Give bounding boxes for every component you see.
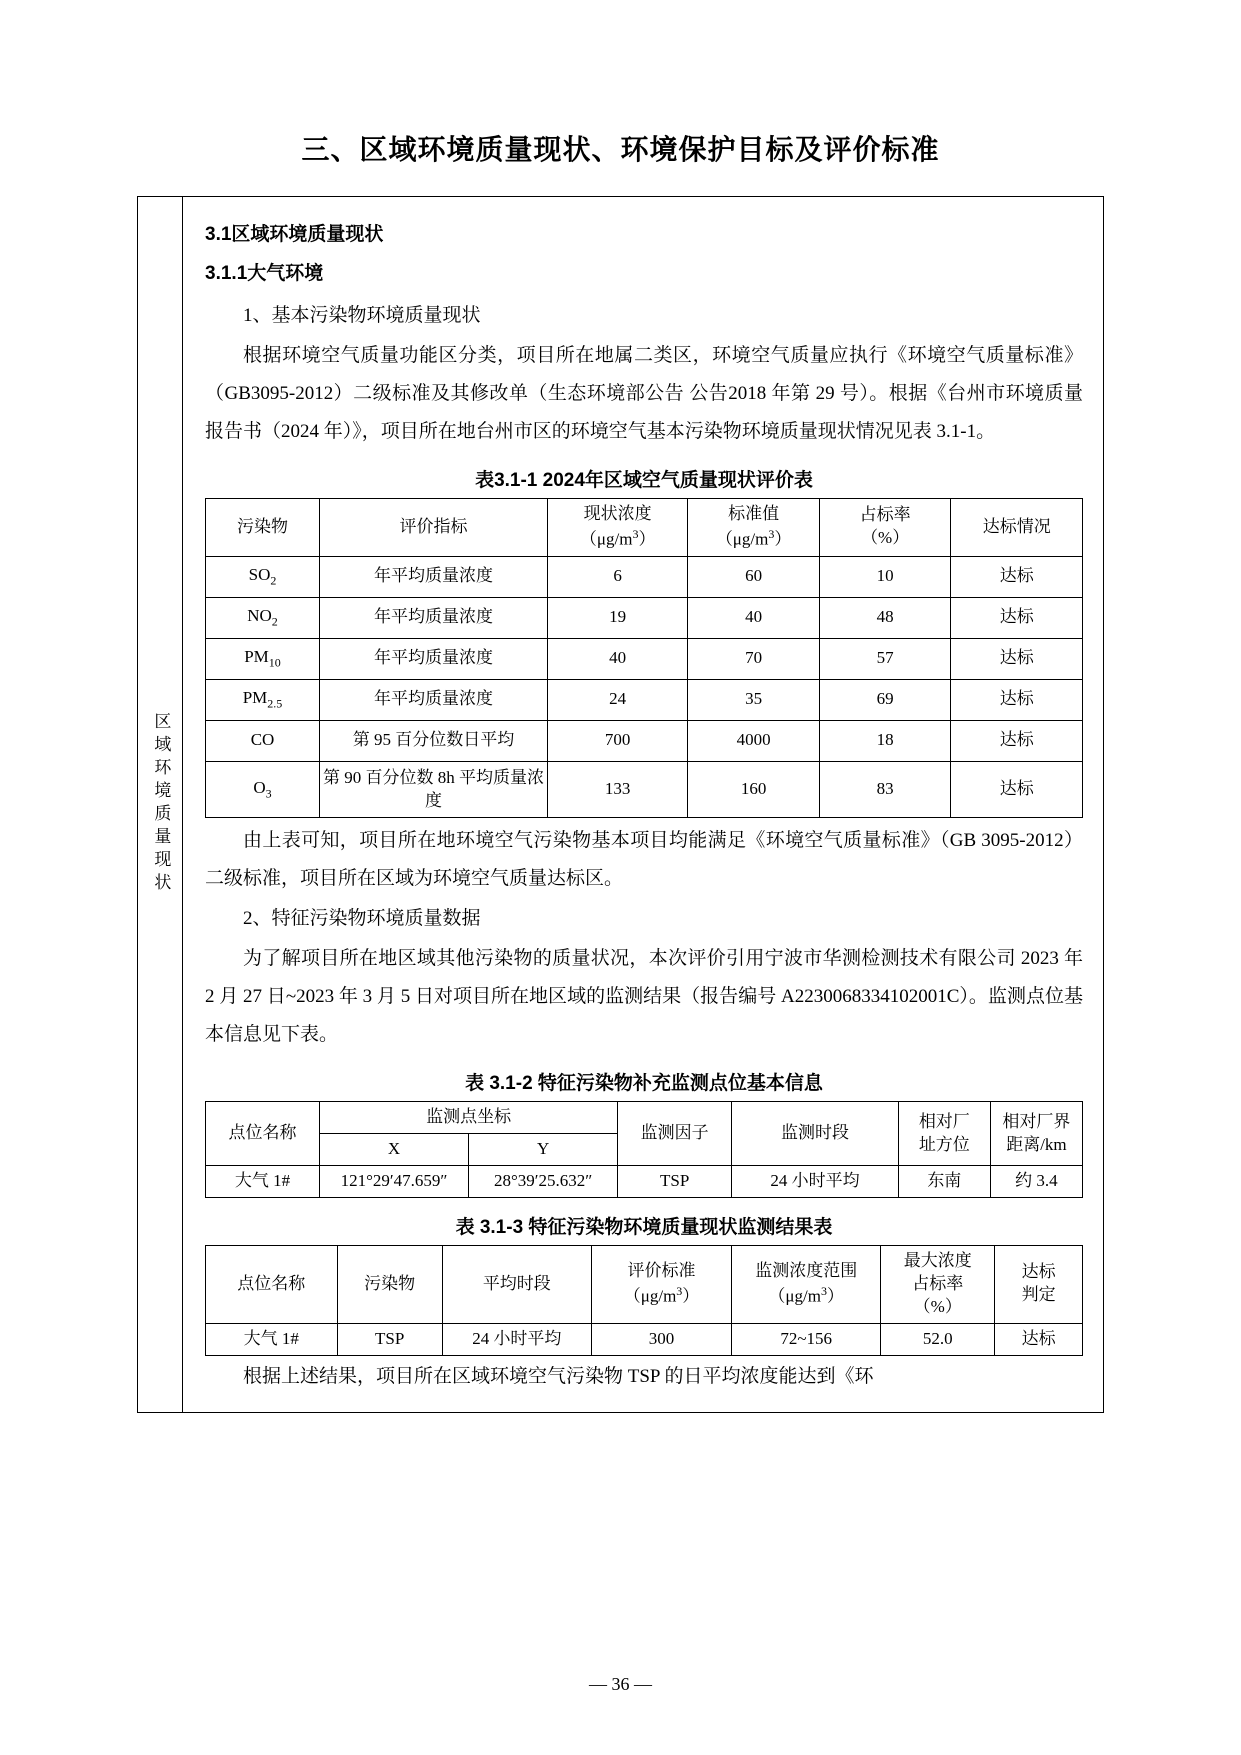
cell-indicator: 年平均质量浓度 [320,679,548,720]
cell-ratio: 83 [819,761,951,818]
table-row [206,1323,1083,1355]
th-judgement: 达标 判定 [995,1245,1083,1323]
cell-indicator: 年平均质量浓度 [320,597,548,638]
table-3-caption: 表 3.1-3 特征污染物环境质量现状监测结果表 [455,1216,833,1238]
cell-pollutant: CO [206,720,320,761]
table-row [206,638,1083,679]
table-row [206,679,1083,720]
paragraph-5: 为了解项目所在地区域其他污染物的质量状况，本次评价引用宁波市华测检测技术有限公司 2023 年 2 月 27 日~2023 年 3 月 5 日对项目所在地区域的监测结果（报告编号 A2230068334102001C）。监测点位基本信息见下表。 [205,948,1083,1046]
th-conc-range: 监测浓度范围 $(\mu g/m^3)$ [732,1245,881,1323]
cell-compliance: 达标 [951,556,1083,597]
table-row [206,761,1083,818]
table-row [206,720,1083,761]
cell-point-name: 大气 1# [206,1166,320,1198]
cell-indicator: 第 95 百分位数日平均 [320,720,548,761]
table-header-row [206,1245,1083,1323]
th-coords: 监测点坐标 [320,1102,618,1134]
page-number: — 36 — [589,1674,652,1694]
cell-compliance: 达标 [951,720,1083,761]
paragraph-2: 根据环境空气质量功能区分类，项目所在地属二类区，环境空气质量应执行《环境空气质量标准》（GB3095-2012）二级标准及其修改单（生态环境部公告 公告2018 年第 29 号）。根据《台州市环境质量报告书（2024 年）》，项目所在地台州市区的环境空气基本污染物环境质量现状情况见表 3.1-1。 [205,345,1083,442]
cell-y: 28°39′25.632″ [469,1166,618,1198]
cell-indicator: 年平均质量浓度 [320,556,548,597]
cell-pollutant: $O_3$ [206,761,320,818]
cell-pollutant: $PM_{10}$ [206,638,320,679]
section-side-label [138,197,183,1412]
cell-standard: 40 [688,597,820,638]
th-factor: 监测因子 [618,1102,732,1166]
cell-compliance: 达标 [951,597,1083,638]
th-period: 监测时段 [732,1102,899,1166]
cell-judgement: 达标 [995,1323,1083,1355]
cell-x: 121°29′47.659″ [320,1166,469,1198]
cell-pollutant: $PM_{2.5}$ [206,679,320,720]
cell-standard: 160 [688,761,820,818]
content-frame [137,196,1104,1413]
cell-indicator: 第 90 百分位数 8h 平均质量浓度 [320,761,548,818]
cell-avg-period: 24 小时平均 [442,1323,591,1355]
cell-compliance: 达标 [951,761,1083,818]
th-pollutant: 污染物 [337,1245,442,1323]
cell-point-name: 大气 1# [206,1323,338,1355]
heading-3-1: 3.1区域环境质量现状 [205,224,384,245]
th-pollutant: 污染物 [206,499,320,557]
th-point-name: 点位名称 [206,1245,338,1323]
paragraph-4: 2、特征污染物环境质量数据 [243,908,481,930]
th-avg-period: 平均时段 [442,1245,591,1323]
paragraph-6: 根据上述结果，项目所在区域环境空气污染物 TSP 的日平均浓度能达到《环 [243,1365,874,1387]
cell-pollutant: $NO_2$ [206,597,320,638]
table-header-row [206,1102,1083,1134]
table-monitoring-points [205,1101,1083,1198]
paragraph-1: 1、基本污染物环境质量现状 [243,305,481,326]
cell-ratio: 48 [819,597,951,638]
th-compliance: 达标情况 [951,499,1083,557]
cell-standard: 4000 [688,720,820,761]
th-eval-standard: 评价标准 $(\mu g/m^3)$ [591,1245,731,1323]
paragraph-3: 由上表可知，项目所在地环境空气污染物基本项目均能满足《环境空气质量标准》（GB 3095-2012）二级标准，项目所在区域为环境空气质量达标区。 [205,830,1083,890]
th-ratio: 占标率 （%） [819,499,951,557]
cell-standard: 60 [688,556,820,597]
heading-3-1-1: 3.1.1大气环境 [205,263,324,284]
th-current-conc: 现状浓度 $(\mu g/m^3)$ [548,499,688,557]
th-x: X [320,1134,469,1166]
cell-max-ratio: 52.0 [881,1323,995,1355]
cell-compliance: 达标 [951,638,1083,679]
page-title: 三、区域环境质量现状、环境保护目标及评价标准 [301,134,940,165]
table-row [206,1166,1083,1198]
table-row [206,556,1083,597]
cell-current: 6 [548,556,688,597]
th-max-ratio: 最大浓度 占标率 （%） [881,1245,995,1323]
th-y: Y [469,1134,618,1166]
cell-indicator: 年平均质量浓度 [320,638,548,679]
table-row [206,597,1083,638]
th-standard-value: 标准值 $(\mu g/m^3)$ [688,499,820,557]
cell-direction: 东南 [898,1166,990,1198]
th-distance: 相对厂界 距离/km [990,1102,1082,1166]
cell-distance: 约 3.4 [990,1166,1082,1198]
document-content [183,197,1103,1412]
cell-factor: TSP [618,1166,732,1198]
cell-standard: 70 [688,638,820,679]
cell-ratio: 18 [819,720,951,761]
cell-ratio: 10 [819,556,951,597]
cell-current: 24 [548,679,688,720]
cell-current: 40 [548,638,688,679]
th-direction: 相对厂 址方位 [898,1102,990,1166]
table-air-quality-2024 [205,498,1083,818]
th-point-name: 点位名称 [206,1102,320,1166]
cell-current: 133 [548,761,688,818]
cell-eval-standard: 300 [591,1323,731,1355]
table-monitoring-results [205,1245,1083,1356]
table-2-caption: 表 3.1-2 特征污染物补充监测点位基本信息 [465,1073,823,1095]
cell-ratio: 69 [819,679,951,720]
cell-current: 19 [548,597,688,638]
cell-pollutant: $SO_2$ [206,556,320,597]
cell-compliance: 达标 [951,679,1083,720]
cell-period: 24 小时平均 [732,1166,899,1198]
table-header-row [206,499,1083,557]
cell-current: 700 [548,720,688,761]
section-side-label-text: 区域环境质量现状 [151,712,171,897]
cell-ratio: 57 [819,638,951,679]
cell-pollutant: TSP [337,1323,442,1355]
table-1-caption: 表3.1-1 2024年区域空气质量现状评价表 [475,470,813,491]
cell-standard: 35 [688,679,820,720]
cell-conc-range: 72~156 [732,1323,881,1355]
th-indicator: 评价指标 [320,499,548,557]
